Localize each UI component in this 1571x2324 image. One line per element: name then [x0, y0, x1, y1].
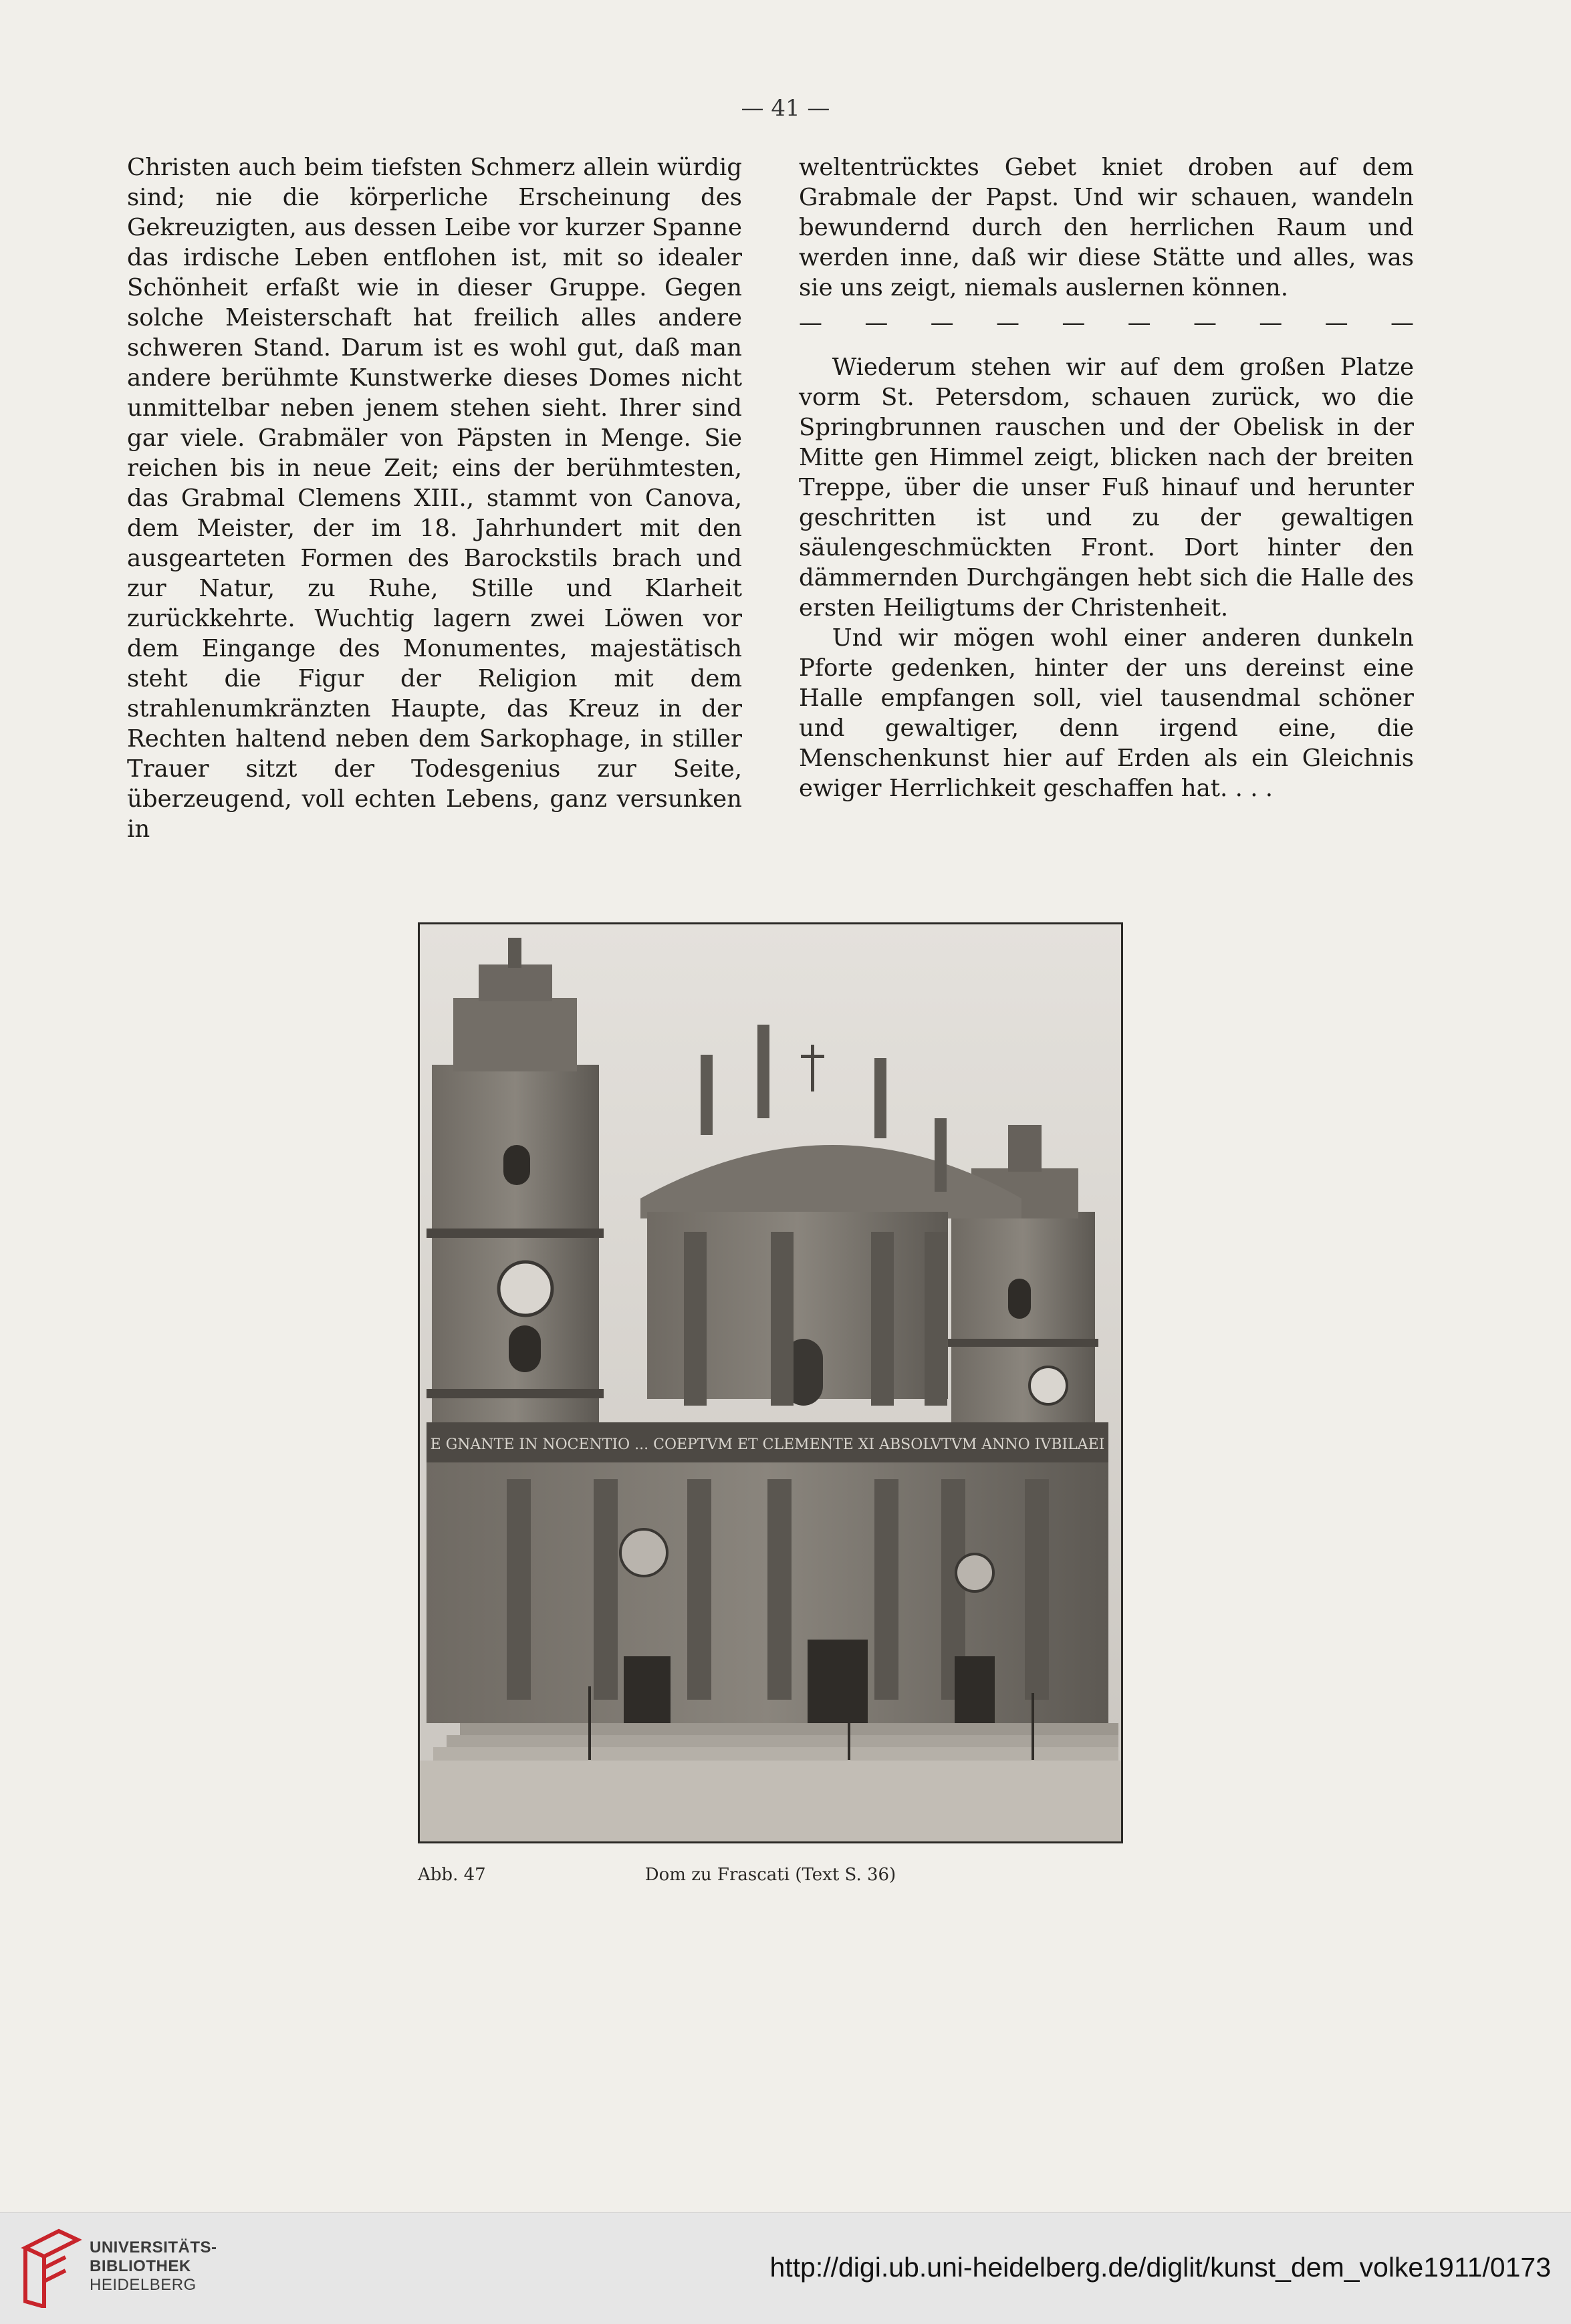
left-paragraph: Christen auch beim tiefsten Schmerz allein würdig sind; nie die körperliche Erscheinung des Gekreuzigten, aus dessen Leibe vor kurzer Spanne das irdische Leben entflohen ist, mit so idealer Schönheit erfaßt wie in dieser Gruppe. Gegen solche Meisterschaft hat freilich alles andere schweren Stand. Darum ist es wohl gut, daß man andere berühmte Kunstwerke dieses Domes nicht unmittelbar neben jenem stehen sieht. Ihrer sind gar viele. Grabmäler von Päpsten in Menge. Sie reichen bis in neue Zeit; eins der berühmtesten, das Grabmal Clemens XIII., stammt von Canova, dem Meister, der im 18. Jahrhundert mit den ausgearteten Formen des Barockstils brach und zur Natur, zu Ruhe, Stille und Klarheit zurückkehrte. Wuchtig lagern zwei Löwen vor dem Eingange des Monumentes, majestätisch steht die Figur der Religion mit dem strahlenumkränzten Haupte, das Kreuz in der Rechten haltend neben dem Sarkophage, in stiller Trauer sitzt der Todesgenius zur Seite, überzeugend, voll echten Lebens, ganz versunken in: [127, 154, 742, 843]
dash: —: [1259, 309, 1283, 336]
library-line: HEIDELBERG: [90, 2276, 197, 2294]
source-url-link[interactable]: http://digi.ub.uni-heidelberg.de/diglit/kunst_dem_volke1911/0173: [769, 2252, 1551, 2283]
right-paragraph-2: Wiederum stehen wir auf dem großen Platze vorm St. Petersdom, schauen zurück, wo die Springbrunnen rauschen und der Obelisk in der Mitte gen Himmel zeigt, blicken nach der breiten Treppe, über die unser Fuß hinauf und herunter geschritten ist und zu der gewaltigen säulengeschmückten Front. Dort hinter den dämmernden Durchgängen hebt sich die Halle des ersten Heiligtums der Christenheit.: [799, 354, 1414, 622]
right-paragraph-1: weltentrücktes Gebet kniet droben auf dem Grabmale der Papst. Und wir schauen, wandeln bewundernd durch den herrlichen Raum und werden inne, daß wir diese Stätte und alles, was sie uns zeigt, niemals auslernen können.: [799, 154, 1414, 301]
dash: —: [995, 309, 1019, 336]
cathedral-illustration: [420, 924, 1121, 1841]
dash: —: [864, 309, 888, 336]
library-line: UNIVERSITÄTS-: [90, 2238, 217, 2256]
dash: —: [1390, 309, 1414, 336]
left-text-column: [127, 152, 742, 844]
library-name: [90, 2238, 217, 2295]
page-number: — 41 —: [741, 95, 830, 122]
library-line: BIBLIOTHEK: [90, 2257, 191, 2275]
library-logo-icon: [19, 2228, 82, 2308]
section-divider-dashes: [799, 308, 1414, 338]
figure-title: Dom zu Frascati (Text S. 36): [644, 1865, 896, 1885]
right-paragraph-3: Und wir mögen wohl einer anderen dunkeln Pforte gedenken, hinter der uns dereinst eine Halle empfangen soll, viel tausendmal schöner und gewaltiger, denn irgend eine, die Menschenkunst hier auf Erden als ein Gleichnis ewiger Herrlichkeit geschaffen hat. . . .: [799, 624, 1414, 802]
dash: —: [799, 309, 822, 336]
dash: —: [1193, 309, 1217, 336]
cathedral-photograph: [418, 922, 1123, 1843]
dash: —: [1127, 309, 1151, 336]
dash: —: [930, 309, 954, 336]
figure-caption: [418, 1865, 1123, 1892]
facade-inscription: E GNANTE IN NOCENTIO ... COEPTVM ET CLEMENTE XI ABSOLVTVM ANNO IVBILAEI: [430, 1436, 1105, 1453]
digitization-footer: [0, 2212, 1571, 2324]
dash: —: [1324, 309, 1348, 336]
right-text-column: [799, 152, 1414, 803]
figure-number: Abb. 47: [418, 1865, 486, 1885]
dash: —: [1062, 309, 1086, 336]
